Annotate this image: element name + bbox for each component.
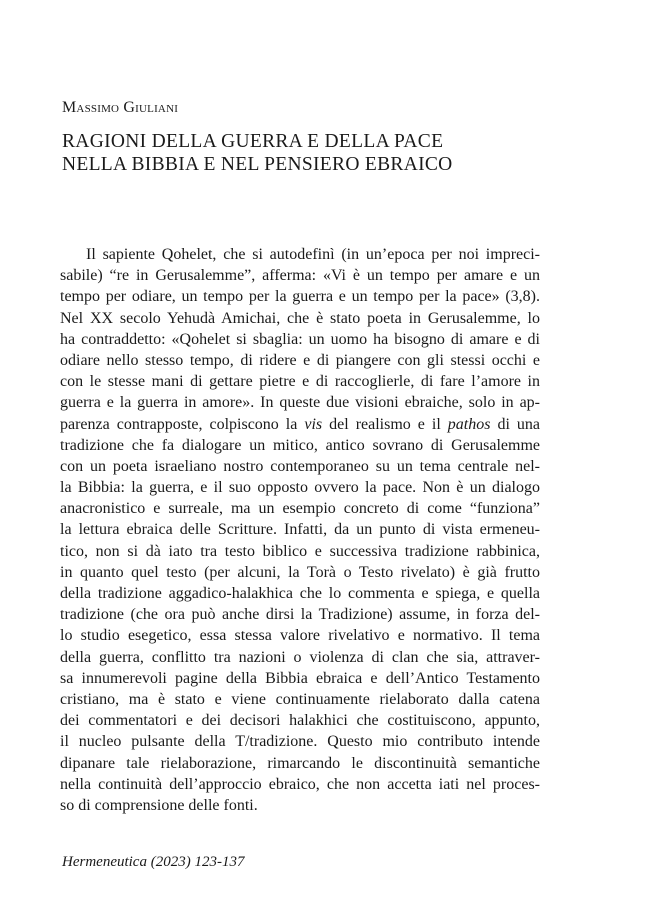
text-line: in quanto quel testo (per alcuni, la Torà o Testo rivelato) è già frutto <box>60 563 540 581</box>
text-line: il nucleo pulsante della T/tradizione. Questo mio contributo intende <box>60 733 540 751</box>
text-line: dei commentatori e dei decisori halakhici che costituiscono, appunto, <box>60 712 540 730</box>
text-line: la Bibbia: la guerra, e il suo opposto ovvero la pace. Non è un dialogo <box>60 479 540 497</box>
text-line: nella continuità dell’approccio ebraico, che non accetta iati nel proces- <box>60 775 540 793</box>
text-line: sa innumerevoli pagine della Bibbia ebraica e dell’Antico Testamento <box>60 669 540 687</box>
text-line: Il sapiente Qohelet, che si autodefinì (in un’epoca per noi impreci- <box>86 246 540 263</box>
text-line: guerra e la guerra in amore». In queste due visioni ebraiche, solo in ap- <box>60 394 540 412</box>
title-line-2: NELLA BIBBIA E NEL PENSIERO EBRAICO <box>62 154 453 175</box>
text-line: della guerra, conflitto tra nazioni o violenza di clan che sia, attraver- <box>60 648 540 666</box>
author-name: Massimo Giuliani <box>62 99 179 116</box>
text-line: della tradizione aggadico-halakhica che lo commenta e spiega, e quella <box>60 585 540 602</box>
title-line-1: RAGIONI DELLA GUERRA E DELLA PACE <box>62 131 444 152</box>
text-line: odiare nello stesso tempo, di ridere e di piangere con gli stessi occhi e <box>60 351 540 369</box>
text-fragment: parenza contrapposte, colpiscono la <box>60 415 305 433</box>
text-line: anacronistico e surreale, ma un esempio concreto di come “funziona” <box>60 500 540 518</box>
article-title <box>62 130 542 176</box>
text-line: tradizione che fa dialogare un mitico, antico sovrano di Gerusalemme <box>60 436 540 454</box>
text-line: tempo per odiare, un tempo per la guerra e un tempo per la pace» (3,8). <box>60 288 540 306</box>
text-fragment: di una <box>490 415 540 433</box>
text-line: con le stesse mani di gettare pietre e di raccoglierle, di fare l’amore in <box>60 373 540 391</box>
text-line: so di comprensione delle fonti. <box>60 796 258 814</box>
text-line: dipanare tale rielaborazione, rimarcando le discontinuità semantiche <box>60 754 540 772</box>
text-line: sabile) “re in Gerusalemme”, afferma: «Vi è un tempo per amare e un <box>60 267 540 285</box>
text-line: tico, non si dà iato tra testo biblico e successiva tradizione rabbinica, <box>60 542 540 560</box>
emphasis-pathos: pathos <box>447 415 491 433</box>
text-line: ha contraddetto: «Qohelet si sbaglia: un uomo ha bisogno di amare e di <box>60 330 540 348</box>
body-paragraph <box>60 244 540 816</box>
text-line: Nel XX secolo Yehudà Amichai, che è stato poeta in Gerusalemme, lo <box>60 309 540 327</box>
text-line: lo studio esegetico, essa stessa valore rivelativo e normativo. Il tema <box>60 627 540 645</box>
text-line-with-emphasis <box>60 414 540 435</box>
text-line: la lettura ebraica delle Scritture. Infatti, da un punto di vista ermeneu- <box>60 521 540 539</box>
text-line: tradizione (che ora può anche dirsi la Tradizione) assume, in forza del- <box>60 606 540 624</box>
emphasis-vis: vis <box>304 415 323 433</box>
text-line: cristiano, ma è stato e viene continuamente rielaborato dalla catena <box>60 690 540 708</box>
text-fragment: del realismo e il <box>322 415 448 433</box>
journal-citation: Hermeneutica (2023) 123-137 <box>62 854 245 870</box>
text-line: con un poeta israeliano nostro contemporaneo su un tema centrale nel- <box>60 457 540 475</box>
